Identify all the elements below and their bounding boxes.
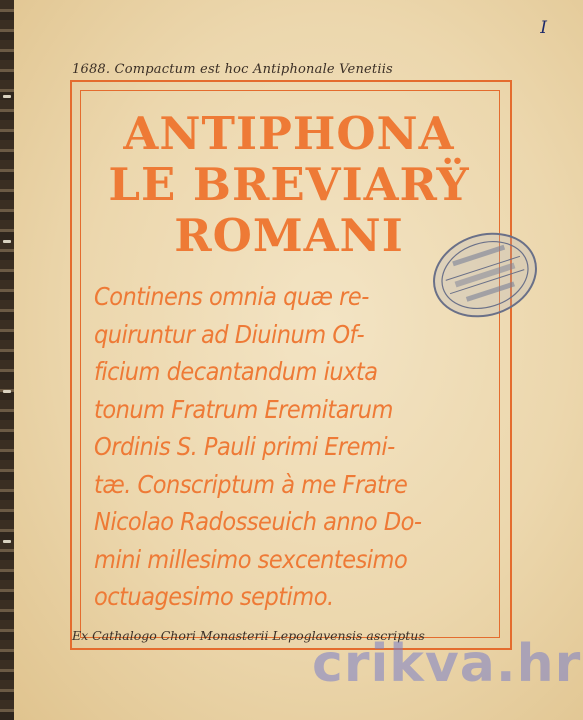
site-watermark: crikva.hr xyxy=(312,634,582,694)
body-line: Ordinis S. Pauli primi Eremi- xyxy=(94,432,395,461)
body-line: ficium decantandum iuxta xyxy=(94,357,378,386)
bottom-handwritten-note: Ex Cathalogo Chori Monasterii Lepoglavensis ascriptus xyxy=(72,628,425,643)
title-line: LE BREVIARŸ xyxy=(108,158,470,211)
title-line: ROMANI xyxy=(174,209,404,262)
binding-stitch xyxy=(3,95,11,98)
body-line: mini millesimo sexcentesimo xyxy=(94,544,408,574)
body-line: octuagesimo septimo. xyxy=(94,582,334,611)
body-line: Continens omnia quæ re- xyxy=(94,282,369,311)
top-handwritten-note: 1688. Compactum est hoc Antiphonale Venetiis xyxy=(72,62,393,77)
body-line: quiruntur ad Diuinum Of- xyxy=(94,319,365,349)
binding-stitch xyxy=(3,540,11,543)
title-line: ANTIPHONA xyxy=(123,107,455,160)
body-text-block xyxy=(94,278,490,616)
body-line: Nicolao Radosseuich anno Do- xyxy=(94,507,422,536)
binding-stitch xyxy=(3,240,11,243)
binding-stitch xyxy=(3,390,11,393)
body-line: tonum Fratrum Eremitarum xyxy=(94,394,393,424)
body-line: tæ. Conscriptum à me Fratre xyxy=(94,469,408,499)
title-block xyxy=(84,108,494,261)
book-binding xyxy=(0,0,14,720)
folio-number: I xyxy=(540,18,547,38)
